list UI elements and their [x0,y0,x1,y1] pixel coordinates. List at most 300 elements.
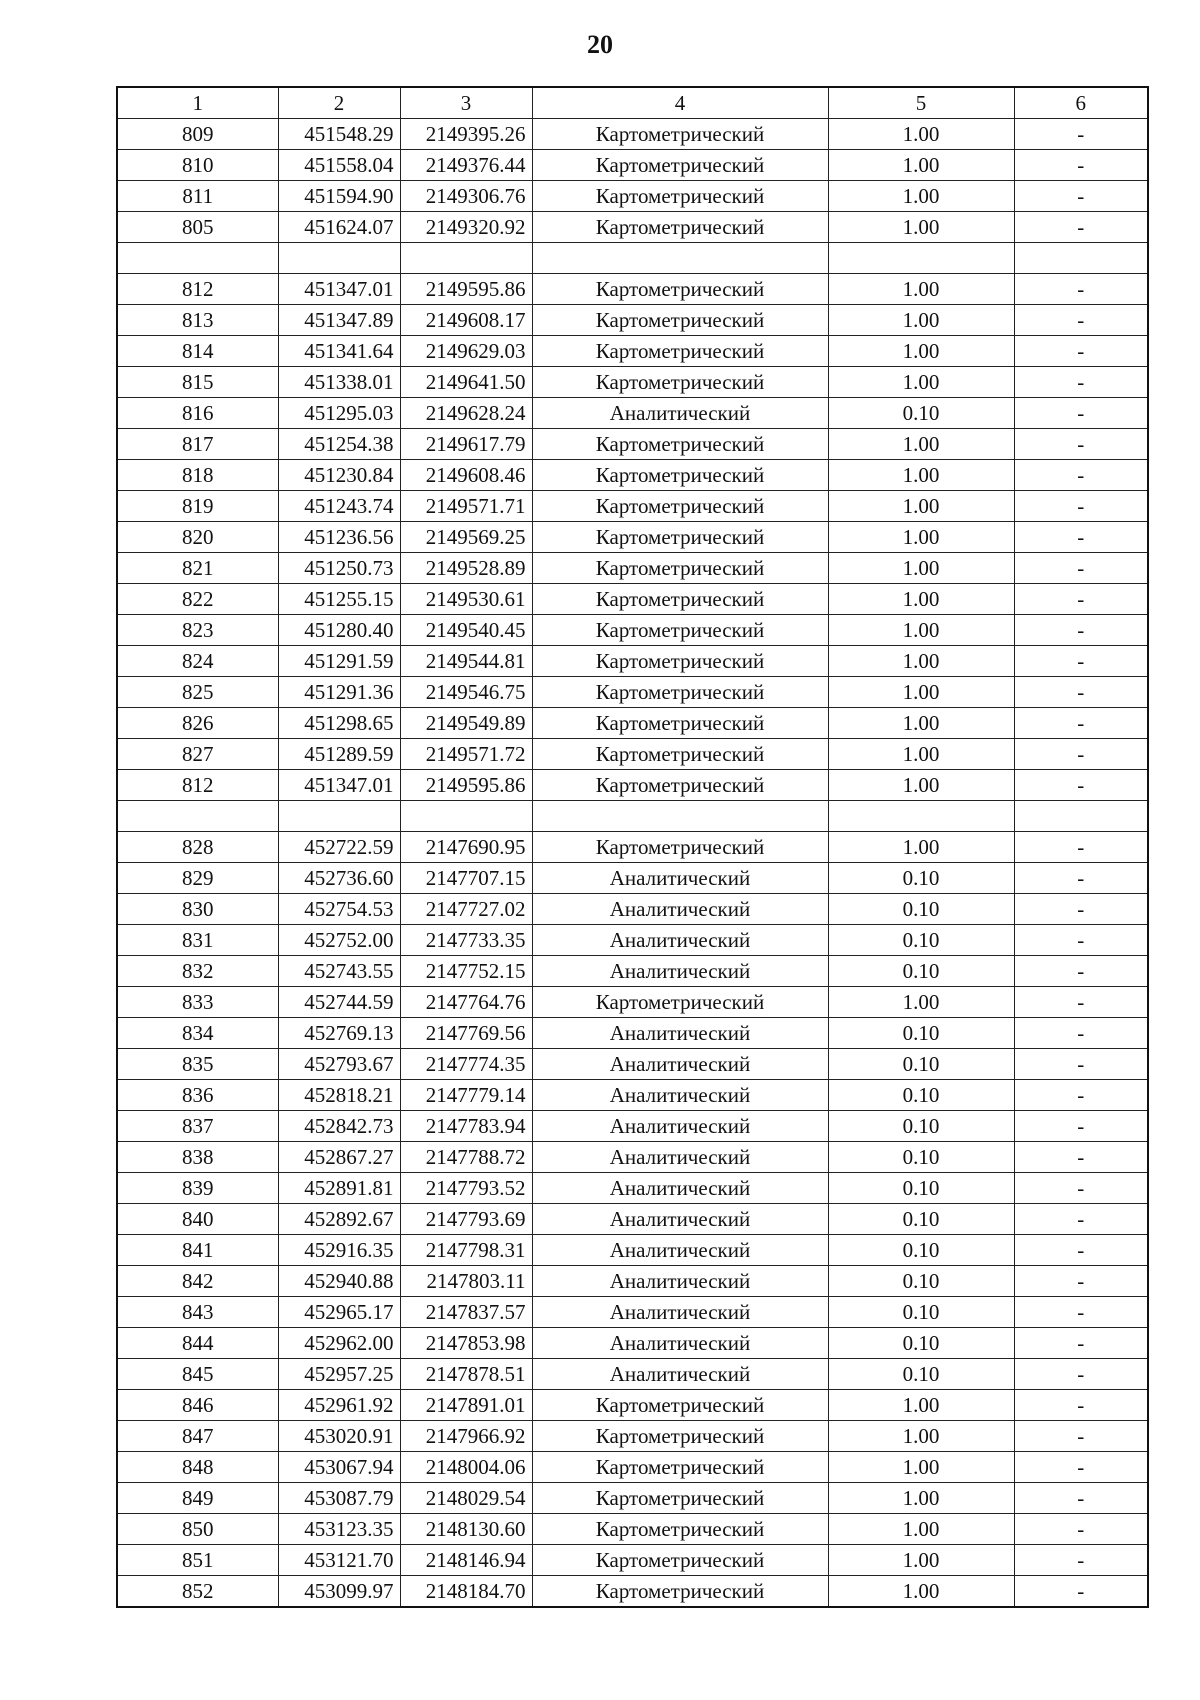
point-number-cell: 842 [117,1266,278,1297]
accuracy-cell: 0.10 [828,863,1014,894]
table-header-row [117,87,1148,119]
accuracy-cell: 1.00 [828,987,1014,1018]
note-cell: - [1014,832,1148,863]
y-coordinate-cell: 2149540.45 [400,615,532,646]
x-coordinate-cell: 452867.27 [278,1142,400,1173]
x-coordinate-cell: 452744.59 [278,987,400,1018]
table-row [117,646,1148,677]
accuracy-cell: 0.10 [828,1359,1014,1390]
method-cell: Аналитический [532,1049,828,1080]
note-cell: - [1014,1111,1148,1142]
method-cell: Аналитический [532,956,828,987]
header-cell: 1 [117,87,278,119]
method-cell: Аналитический [532,1235,828,1266]
accuracy-cell: 1.00 [828,1514,1014,1545]
method-cell: Картометрический [532,584,828,615]
y-coordinate-cell: 2147690.95 [400,832,532,863]
table-row [117,336,1148,367]
x-coordinate-cell: 452842.73 [278,1111,400,1142]
point-number-cell: 830 [117,894,278,925]
accuracy-cell: 1.00 [828,1483,1014,1514]
note-cell: - [1014,274,1148,305]
point-number-cell: 826 [117,708,278,739]
x-coordinate-cell: 453087.79 [278,1483,400,1514]
point-number-cell: 843 [117,1297,278,1328]
accuracy-cell: 0.10 [828,1204,1014,1235]
accuracy-cell: 1.00 [828,1452,1014,1483]
point-number-cell: 821 [117,553,278,584]
table-row [117,522,1148,553]
method-cell: Аналитический [532,1080,828,1111]
table-row [117,367,1148,398]
method-cell: Аналитический [532,894,828,925]
note-cell: - [1014,770,1148,801]
note-cell: - [1014,615,1148,646]
point-number-cell: 805 [117,212,278,243]
point-number-cell: 850 [117,1514,278,1545]
y-coordinate-cell [400,243,532,274]
y-coordinate-cell: 2147788.72 [400,1142,532,1173]
x-coordinate-cell: 452940.88 [278,1266,400,1297]
accuracy-cell: 1.00 [828,274,1014,305]
note-cell: - [1014,181,1148,212]
accuracy-cell: 1.00 [828,553,1014,584]
note-cell: - [1014,677,1148,708]
point-number-cell: 840 [117,1204,278,1235]
note-cell: - [1014,119,1148,150]
x-coordinate-cell: 451280.40 [278,615,400,646]
note-cell: - [1014,1545,1148,1576]
table-row [117,1080,1148,1111]
table-row [117,1452,1148,1483]
point-number-cell: 810 [117,150,278,181]
accuracy-cell: 1.00 [828,491,1014,522]
method-cell: Аналитический [532,398,828,429]
note-cell [1014,801,1148,832]
page-number: 20 [587,30,613,59]
accuracy-cell: 0.10 [828,1266,1014,1297]
method-cell: Картометрический [532,150,828,181]
point-number-cell: 828 [117,832,278,863]
table-row [117,150,1148,181]
table-row [117,119,1148,150]
accuracy-cell: 0.10 [828,1111,1014,1142]
x-coordinate-cell: 451230.84 [278,460,400,491]
note-cell: - [1014,956,1148,987]
y-coordinate-cell: 2149528.89 [400,553,532,584]
table-row [117,1359,1148,1390]
accuracy-cell: 0.10 [828,1297,1014,1328]
y-coordinate-cell: 2149608.17 [400,305,532,336]
note-cell: - [1014,336,1148,367]
y-coordinate-cell: 2149544.81 [400,646,532,677]
point-number-cell: 849 [117,1483,278,1514]
point-number-cell: 812 [117,274,278,305]
point-number-cell: 845 [117,1359,278,1390]
note-cell: - [1014,1080,1148,1111]
method-cell: Картометрический [532,119,828,150]
table-row [117,863,1148,894]
accuracy-cell: 1.00 [828,181,1014,212]
table-row [117,398,1148,429]
x-coordinate-cell: 451548.29 [278,119,400,150]
x-coordinate-cell: 452891.81 [278,1173,400,1204]
x-coordinate-cell: 453020.91 [278,1421,400,1452]
point-number-cell: 841 [117,1235,278,1266]
accuracy-cell: 0.10 [828,1328,1014,1359]
x-coordinate-cell: 452892.67 [278,1204,400,1235]
note-cell: - [1014,894,1148,925]
y-coordinate-cell: 2149530.61 [400,584,532,615]
point-number-cell: 837 [117,1111,278,1142]
note-cell: - [1014,646,1148,677]
x-coordinate-cell: 452961.92 [278,1390,400,1421]
header-cell: 3 [400,87,532,119]
accuracy-cell: 0.10 [828,1142,1014,1173]
note-cell: - [1014,1049,1148,1080]
y-coordinate-cell: 2147733.35 [400,925,532,956]
y-coordinate-cell: 2147853.98 [400,1328,532,1359]
method-cell: Аналитический [532,925,828,956]
method-cell: Аналитический [532,1297,828,1328]
x-coordinate-cell: 452743.55 [278,956,400,987]
method-cell: Аналитический [532,1359,828,1390]
y-coordinate-cell: 2149629.03 [400,336,532,367]
method-cell: Аналитический [532,1173,828,1204]
accuracy-cell: 0.10 [828,1049,1014,1080]
method-cell: Картометрический [532,1483,828,1514]
accuracy-cell: 1.00 [828,429,1014,460]
table-row [117,553,1148,584]
table-row [117,832,1148,863]
accuracy-cell: 1.00 [828,119,1014,150]
note-cell: - [1014,1173,1148,1204]
table-row [117,1390,1148,1421]
method-cell [532,801,828,832]
y-coordinate-cell: 2148146.94 [400,1545,532,1576]
method-cell: Аналитический [532,863,828,894]
y-coordinate-cell: 2148029.54 [400,1483,532,1514]
note-cell: - [1014,398,1148,429]
accuracy-cell: 1.00 [828,1421,1014,1452]
note-cell: - [1014,1514,1148,1545]
method-cell: Картометрический [532,646,828,677]
method-cell: Картометрический [532,1545,828,1576]
method-cell [532,243,828,274]
method-cell: Картометрический [532,553,828,584]
note-cell: - [1014,367,1148,398]
table-row [117,1576,1148,1608]
point-number-cell: 819 [117,491,278,522]
x-coordinate-cell: 453067.94 [278,1452,400,1483]
point-number-cell: 809 [117,119,278,150]
table-row [117,1204,1148,1235]
y-coordinate-cell: 2149320.92 [400,212,532,243]
point-number-cell: 851 [117,1545,278,1576]
point-number-cell: 822 [117,584,278,615]
point-number-cell: 832 [117,956,278,987]
note-cell: - [1014,987,1148,1018]
table-row [117,460,1148,491]
method-cell: Картометрический [532,181,828,212]
note-cell: - [1014,863,1148,894]
point-number-cell: 829 [117,863,278,894]
table-row [117,987,1148,1018]
accuracy-cell: 1.00 [828,305,1014,336]
point-number-cell: 825 [117,677,278,708]
table-row [117,1049,1148,1080]
note-cell: - [1014,1297,1148,1328]
accuracy-cell: 1.00 [828,522,1014,553]
x-coordinate-cell: 451255.15 [278,584,400,615]
header-cell: 6 [1014,87,1148,119]
table-row [117,212,1148,243]
x-coordinate-cell: 452962.00 [278,1328,400,1359]
y-coordinate-cell: 2149628.24 [400,398,532,429]
table-row [117,1297,1148,1328]
table-row [117,956,1148,987]
method-cell: Картометрический [532,274,828,305]
method-cell: Картометрический [532,367,828,398]
y-coordinate-cell: 2149617.79 [400,429,532,460]
x-coordinate-cell: 452818.21 [278,1080,400,1111]
table-row [117,584,1148,615]
x-coordinate-cell: 452793.67 [278,1049,400,1080]
y-coordinate-cell: 2147966.92 [400,1421,532,1452]
method-cell: Картометрический [532,987,828,1018]
y-coordinate-cell: 2149376.44 [400,150,532,181]
point-number-cell: 815 [117,367,278,398]
table-body [117,87,1148,1607]
x-coordinate-cell: 453121.70 [278,1545,400,1576]
point-number-cell: 813 [117,305,278,336]
x-coordinate-cell: 452736.60 [278,863,400,894]
point-number-cell: 844 [117,1328,278,1359]
accuracy-cell: 1.00 [828,584,1014,615]
method-cell: Аналитический [532,1018,828,1049]
table-row [117,305,1148,336]
accuracy-cell: 0.10 [828,1235,1014,1266]
x-coordinate-cell: 451236.56 [278,522,400,553]
y-coordinate-cell: 2147891.01 [400,1390,532,1421]
x-coordinate-cell: 451250.73 [278,553,400,584]
point-number-cell: 838 [117,1142,278,1173]
note-cell: - [1014,1142,1148,1173]
note-cell: - [1014,584,1148,615]
accuracy-cell: 1.00 [828,1390,1014,1421]
table-row [117,1111,1148,1142]
y-coordinate-cell: 2147783.94 [400,1111,532,1142]
point-number-cell: 811 [117,181,278,212]
method-cell: Картометрический [532,336,828,367]
accuracy-cell: 0.10 [828,1080,1014,1111]
point-number-cell: 835 [117,1049,278,1080]
accuracy-cell: 1.00 [828,677,1014,708]
method-cell: Картометрический [532,429,828,460]
y-coordinate-cell: 2147727.02 [400,894,532,925]
note-cell: - [1014,1018,1148,1049]
method-cell: Картометрический [532,522,828,553]
table-row [117,1328,1148,1359]
note-cell: - [1014,150,1148,181]
note-cell: - [1014,1359,1148,1390]
table-row [117,925,1148,956]
accuracy-cell: 1.00 [828,212,1014,243]
note-cell: - [1014,1390,1148,1421]
method-cell: Картометрический [532,677,828,708]
method-cell: Аналитический [532,1328,828,1359]
table-row [117,1142,1148,1173]
table-row [117,1421,1148,1452]
y-coordinate-cell: 2147764.76 [400,987,532,1018]
table-row [117,770,1148,801]
x-coordinate-cell: 451243.74 [278,491,400,522]
x-coordinate-cell: 451347.01 [278,274,400,305]
y-coordinate-cell: 2149641.50 [400,367,532,398]
point-number-cell: 848 [117,1452,278,1483]
table-row [117,894,1148,925]
x-coordinate-cell [278,801,400,832]
x-coordinate-cell: 451338.01 [278,367,400,398]
x-coordinate-cell: 451624.07 [278,212,400,243]
method-cell: Картометрический [532,212,828,243]
x-coordinate-cell: 453099.97 [278,1576,400,1608]
accuracy-cell: 1.00 [828,770,1014,801]
y-coordinate-cell: 2149608.46 [400,460,532,491]
y-coordinate-cell: 2149595.86 [400,770,532,801]
accuracy-cell: 1.00 [828,1545,1014,1576]
note-cell: - [1014,1483,1148,1514]
note-cell: - [1014,1576,1148,1608]
x-coordinate-cell: 452752.00 [278,925,400,956]
accuracy-cell: 0.10 [828,894,1014,925]
method-cell: Картометрический [532,460,828,491]
y-coordinate-cell: 2148184.70 [400,1576,532,1608]
x-coordinate-cell: 451289.59 [278,739,400,770]
table-row [117,739,1148,770]
accuracy-cell: 0.10 [828,398,1014,429]
method-cell: Картометрический [532,491,828,522]
point-number-cell: 817 [117,429,278,460]
note-cell: - [1014,429,1148,460]
x-coordinate-cell: 452965.17 [278,1297,400,1328]
table-row [117,1514,1148,1545]
y-coordinate-cell: 2149395.26 [400,119,532,150]
point-number-cell [117,243,278,274]
point-number-cell: 818 [117,460,278,491]
method-cell: Картометрический [532,1390,828,1421]
y-coordinate-cell: 2147769.56 [400,1018,532,1049]
point-number-cell: 852 [117,1576,278,1608]
table-row [117,1018,1148,1049]
y-coordinate-cell: 2147878.51 [400,1359,532,1390]
point-number-cell: 824 [117,646,278,677]
x-coordinate-cell: 451558.04 [278,150,400,181]
method-cell: Картометрический [532,1514,828,1545]
note-cell: - [1014,708,1148,739]
accuracy-cell [828,243,1014,274]
note-cell: - [1014,739,1148,770]
accuracy-cell: 1.00 [828,708,1014,739]
accuracy-cell: 1.00 [828,832,1014,863]
coordinates-table [116,86,1149,1608]
note-cell: - [1014,1266,1148,1297]
accuracy-cell: 0.10 [828,1018,1014,1049]
table-row [117,1173,1148,1204]
table-row [117,274,1148,305]
table-row [117,181,1148,212]
y-coordinate-cell: 2149569.25 [400,522,532,553]
y-coordinate-cell: 2147803.11 [400,1266,532,1297]
header-cell: 5 [828,87,1014,119]
table-row [117,1545,1148,1576]
x-coordinate-cell: 451291.36 [278,677,400,708]
note-cell: - [1014,1452,1148,1483]
header-cell: 2 [278,87,400,119]
table-row [117,1483,1148,1514]
accuracy-cell: 0.10 [828,956,1014,987]
method-cell: Аналитический [532,1266,828,1297]
y-coordinate-cell: 2148004.06 [400,1452,532,1483]
method-cell: Аналитический [532,1142,828,1173]
y-coordinate-cell: 2149595.86 [400,274,532,305]
point-number-cell: 834 [117,1018,278,1049]
y-coordinate-cell [400,801,532,832]
table-row [117,243,1148,274]
method-cell: Картометрический [532,305,828,336]
accuracy-cell: 1.00 [828,336,1014,367]
point-number-cell: 831 [117,925,278,956]
y-coordinate-cell: 2147752.15 [400,956,532,987]
point-number-cell: 814 [117,336,278,367]
y-coordinate-cell: 2149306.76 [400,181,532,212]
table-row [117,677,1148,708]
method-cell: Картометрический [532,1576,828,1608]
y-coordinate-cell: 2149546.75 [400,677,532,708]
x-coordinate-cell: 451347.01 [278,770,400,801]
note-cell: - [1014,1421,1148,1452]
note-cell: - [1014,305,1148,336]
x-coordinate-cell: 451298.65 [278,708,400,739]
table-row [117,615,1148,646]
point-number-cell: 812 [117,770,278,801]
note-cell: - [1014,460,1148,491]
accuracy-cell: 1.00 [828,646,1014,677]
accuracy-cell: 1.00 [828,150,1014,181]
x-coordinate-cell: 451291.59 [278,646,400,677]
y-coordinate-cell: 2149549.89 [400,708,532,739]
method-cell: Картометрический [532,1452,828,1483]
x-coordinate-cell: 452957.25 [278,1359,400,1390]
point-number-cell: 833 [117,987,278,1018]
y-coordinate-cell: 2147774.35 [400,1049,532,1080]
y-coordinate-cell: 2149571.71 [400,491,532,522]
x-coordinate-cell: 451341.64 [278,336,400,367]
x-coordinate-cell: 452769.13 [278,1018,400,1049]
accuracy-cell: 1.00 [828,739,1014,770]
point-number-cell [117,801,278,832]
point-number-cell: 846 [117,1390,278,1421]
y-coordinate-cell: 2147798.31 [400,1235,532,1266]
method-cell: Аналитический [532,1111,828,1142]
method-cell: Картометрический [532,708,828,739]
x-coordinate-cell: 451254.38 [278,429,400,460]
table-row [117,708,1148,739]
accuracy-cell: 1.00 [828,460,1014,491]
accuracy-cell: 1.00 [828,1576,1014,1608]
y-coordinate-cell: 2147793.69 [400,1204,532,1235]
point-number-cell: 820 [117,522,278,553]
